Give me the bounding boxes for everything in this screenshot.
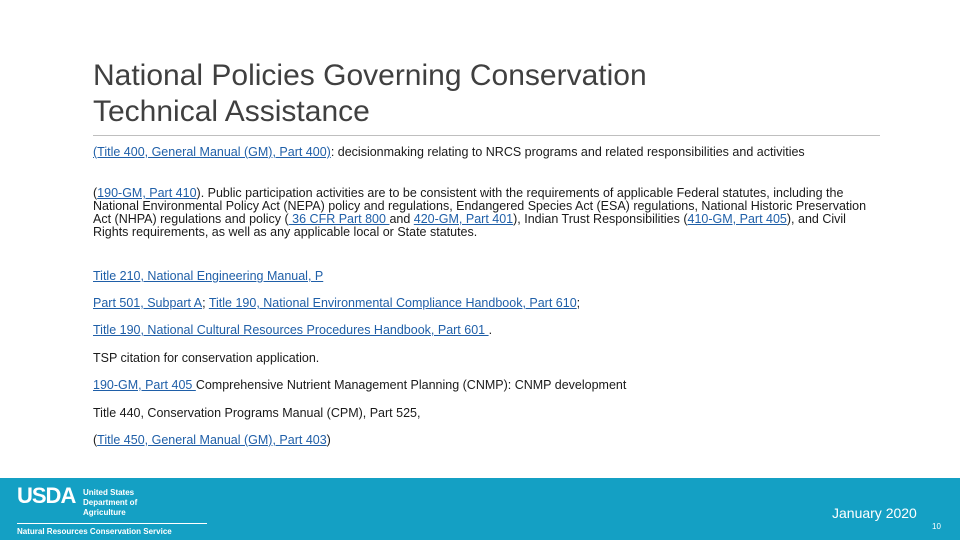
policy-item-5: Title 190, National Cultural Resources Procedures Handbook, Part 601 .: [93, 323, 493, 337]
policy-item-2: (190-GM, Part 410). Public participation activities are to be consistent with the requirements of applicable Federal statutes, including the National Environmental Policy Act (NEPA) policy and regulations, Endangered Species Act (ESA) regulations, National Historic Preservation Act (NHPA) regulations and policy ( 36 CFR Part 800 and 420-GM, Part 401), Indian Trust Responsibilities (410-GM, Part 405), and Civil Rights requirements, as well as any applicable local or State statutes.: [93, 186, 867, 239]
title-line-2: Technical Assistance: [93, 95, 370, 128]
link-190-gm-part-405[interactable]: 190-GM, Part 405: [93, 378, 196, 392]
link-420-gm-part-401[interactable]: 420-GM, Part 401: [413, 212, 514, 226]
usda-nrcs-logo: [17, 483, 212, 538]
policy-item-3: [93, 270, 323, 283]
policy-item-9: (Title 450, General Manual (GM), Part 403): [93, 433, 331, 447]
slide-title: [93, 58, 873, 130]
link-410-gm-part-405[interactable]: 410-GM, Part 405: [687, 212, 787, 226]
policy-item-8: Title 440, Conservation Programs Manual (CPM), Part 525,: [93, 406, 421, 420]
usda-wordmark: USDA: [17, 483, 76, 508]
link-title-190-part-601[interactable]: Title 190, National Cultural Resources Procedures Handbook, Part 601: [93, 323, 489, 337]
link-190-gm-part-410[interactable]: 190-GM, Part 410: [97, 186, 197, 200]
link-part-501-subpart-a[interactable]: Part 501, Subpart A: [93, 296, 203, 310]
page-number: 10: [932, 522, 941, 531]
agency-name: United States Department of Agriculture: [83, 488, 138, 517]
link-title-400[interactable]: (Title 400, General Manual (GM), Part 400): [93, 145, 331, 159]
policy-item-7: 190-GM, Part 405 Comprehensive Nutrient Management Planning (CNMP): CNMP development: [93, 378, 627, 392]
title-line-1: National Policies Governing Conservation: [93, 59, 647, 92]
title-divider: [93, 135, 880, 136]
service-name: Natural Resources Conservation Service: [17, 527, 172, 536]
slide-date: January 2020: [832, 505, 917, 521]
link-title-450-part-403[interactable]: Title 450, General Manual (GM), Part 403: [97, 433, 327, 447]
link-title-190-part-610[interactable]: Title 190, National Environmental Compliance Handbook, Part 610: [208, 296, 577, 310]
policy-item-4: Part 501, Subpart A; Title 190, National Environmental Compliance Handbook, Part 610;: [93, 296, 581, 310]
logo-divider: [17, 523, 207, 524]
link-36-cfr-part-800[interactable]: 36 CFR Part 800: [288, 212, 390, 226]
policy-item-1: (Title 400, General Manual (GM), Part 400): decisionmaking relating to NRCS programs and related responsibilities and activities: [93, 145, 805, 159]
policy-item-6: TSP citation for conservation application.: [93, 351, 320, 365]
link-title-210[interactable]: Title 210, National Engineering Manual, P: [93, 269, 324, 283]
